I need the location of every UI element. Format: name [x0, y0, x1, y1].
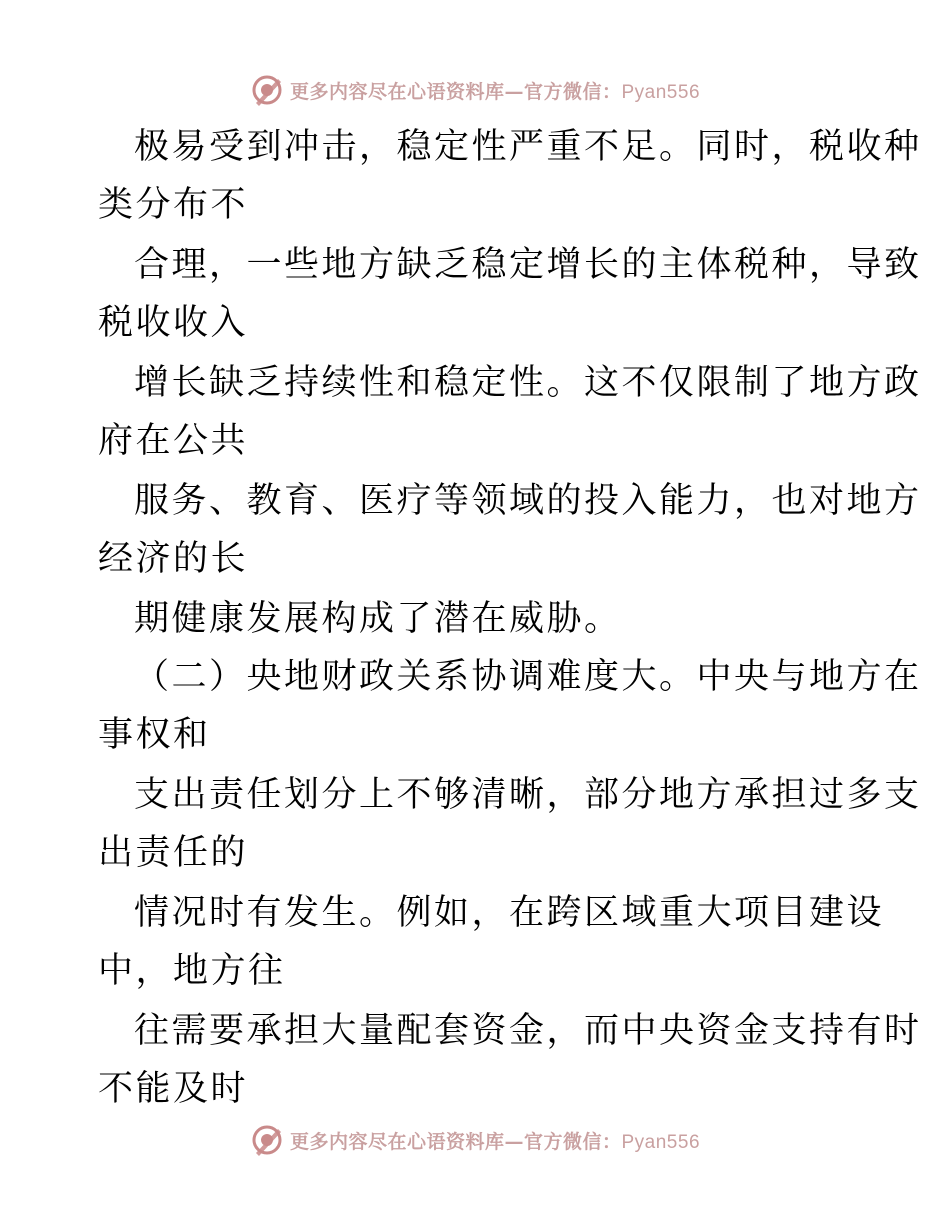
text-line: 类分布不 — [98, 185, 249, 225]
text-line: 税收收入 — [98, 303, 249, 343]
text-line: 极易受到冲击，稳定性严重不足。同时，税收种 — [134, 127, 922, 167]
text-line: 事权和 — [98, 715, 211, 755]
text-line: 出责任的 — [98, 833, 249, 873]
watermark-label: 更多内容尽在心语资料库—官方微信： — [289, 80, 622, 103]
watermark-id: Pyan556 — [621, 81, 701, 103]
text-line: 府在公共 — [98, 421, 249, 461]
watermark-header — [0, 70, 950, 110]
watermark-id: Pyan556 — [621, 1131, 701, 1153]
text-line: 期健康发展构成了潜在威胁。 — [134, 599, 622, 639]
text-line: 中，地方往 — [98, 951, 286, 991]
watermark-text — [290, 1127, 700, 1154]
watermark-text — [290, 77, 700, 104]
text-line: 情况时有发生。例如，在跨区域重大项目建设 — [134, 893, 885, 933]
pen-logo-icon — [250, 73, 284, 107]
text-line: 往需要承担大量配套资金，而中央资金支持有时 — [134, 1011, 922, 1051]
text-line: 增长缺乏持续性和稳定性。这不仅限制了地方政 — [134, 363, 922, 403]
watermark-footer — [0, 1120, 950, 1160]
pen-logo-icon — [250, 1123, 284, 1157]
text-line: 服务、教育、医疗等领域的投入能力，也对地方 — [134, 481, 922, 521]
watermark-label: 更多内容尽在心语资料库—官方微信： — [289, 1130, 622, 1153]
text-line: 不能及时 — [98, 1069, 249, 1109]
text-line: 合理，一些地方缺乏稳定增长的主体税种，导致 — [134, 245, 922, 285]
text-line: 经济的长 — [98, 539, 249, 579]
text-line: 支出责任划分上不够清晰，部分地方承担过多支 — [134, 775, 922, 815]
text-line: （二）央地财政关系协调难度大。中央与地方在 — [134, 657, 922, 697]
